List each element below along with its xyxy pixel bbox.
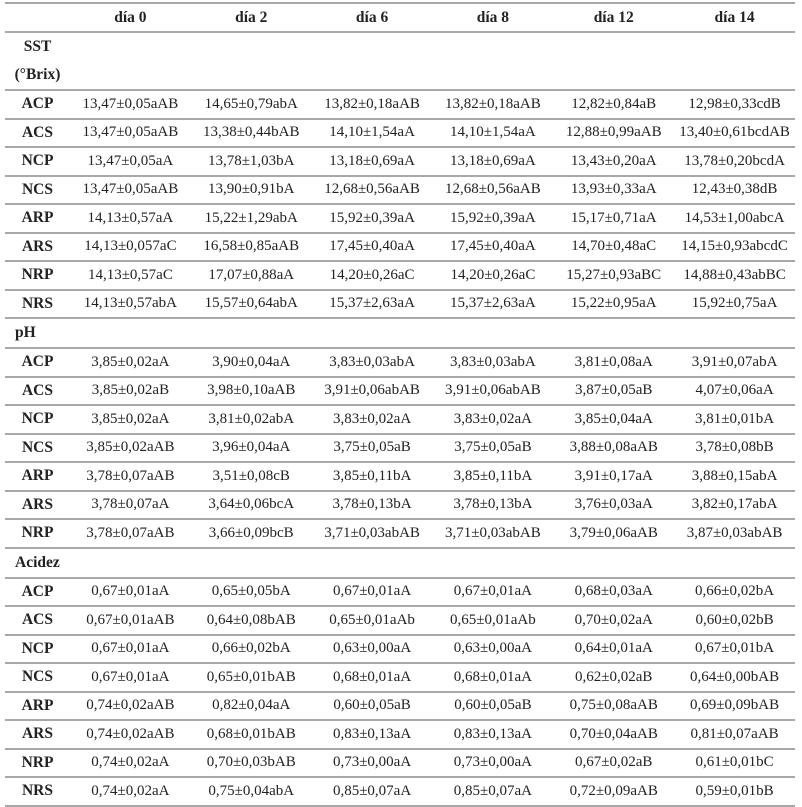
table-row: [5, 491, 795, 520]
table-cell: 3,88±0,15abA: [674, 462, 795, 491]
table-cell: 3,83±0,03abA: [432, 348, 553, 377]
table-cell: 0,74±0,02aA: [70, 749, 191, 778]
table-cell: 0,60±0,02bB: [674, 606, 795, 635]
table-cell: 0,66±0,02bA: [191, 635, 312, 664]
table-cell: 0,67±0,01aA: [70, 635, 191, 664]
table-cell: 0,72±0,09aAB: [553, 777, 674, 806]
section-label: [5, 548, 70, 578]
table-row: [5, 261, 795, 290]
table-cell: 3,87±0,05aB: [553, 377, 674, 406]
table-cell: 0,83±0,13aA: [432, 720, 553, 749]
table-cell: 3,81±0,02abA: [191, 405, 312, 434]
row-label: ARS: [5, 491, 70, 520]
table-row: [5, 519, 795, 548]
table-row: [5, 434, 795, 463]
table-cell: 15,37±2,63aA: [432, 290, 553, 319]
table-cell: 3,85±0,02aA: [70, 348, 191, 377]
section-spacer: [70, 548, 795, 578]
table-cell: 14,53±1,00abcA: [674, 204, 795, 233]
table-cell: 3,78±0,07aAB: [70, 519, 191, 548]
table-cell: 3,88±0,08aAB: [553, 434, 674, 463]
column-header: día 2: [191, 3, 312, 32]
table-cell: 0,61±0,01bC: [674, 749, 795, 778]
section-header-row: [5, 32, 795, 90]
row-label: ACP: [5, 578, 70, 607]
table-cell: 3,78±0,13bA: [432, 491, 553, 520]
table-cell: 15,22±1,29abA: [191, 204, 312, 233]
table-cell: 0,59±0,01bB: [674, 777, 795, 806]
table-cell: 16,58±0,85aAB: [191, 233, 312, 262]
table-cell: 12,43±0,38dB: [674, 176, 795, 205]
section-label-line: pH: [15, 324, 36, 341]
table-cell: 3,98±0,10aAB: [191, 377, 312, 406]
row-label: NRS: [5, 290, 70, 319]
table-cell: 13,43±0,20aA: [553, 147, 674, 176]
table-cell: 13,93±0,33aA: [553, 176, 674, 205]
table-cell: 12,68±0,56aAB: [432, 176, 553, 205]
column-header: día 0: [70, 3, 191, 32]
table-cell: 3,85±0,02aB: [70, 377, 191, 406]
column-header: día 6: [312, 3, 433, 32]
section-label: [5, 32, 70, 90]
table-cell: 15,57±0,64abA: [191, 290, 312, 319]
table-cell: 0,60±0,05aB: [312, 692, 433, 721]
row-label: NRP: [5, 261, 70, 290]
table-row: [5, 204, 795, 233]
table-cell: 15,22±0,95aA: [553, 290, 674, 319]
table-row: [5, 176, 795, 205]
table-cell: 14,13±0,057aC: [70, 233, 191, 262]
table-cell: 14,20±0,26aC: [312, 261, 433, 290]
table-row: [5, 147, 795, 176]
table-cell: 0,67±0,02aB: [553, 749, 674, 778]
table-cell: 14,13±0,57aA: [70, 204, 191, 233]
table-cell: 3,85±0,11bA: [432, 462, 553, 491]
table-row: [5, 348, 795, 377]
section-header-row: [5, 318, 795, 348]
table-cell: 0,83±0,13aA: [312, 720, 433, 749]
table-cell: 0,67±0,01aAB: [70, 606, 191, 635]
section-label: [5, 318, 70, 348]
table-cell: 3,90±0,04aA: [191, 348, 312, 377]
table-cell: 0,68±0,01bAB: [191, 720, 312, 749]
table-cell: 12,82±0,84aB: [553, 90, 674, 119]
table-row: [5, 90, 795, 119]
table-cell: 13,18±0,69aA: [312, 147, 433, 176]
table-cell: 14,10±1,54aA: [312, 119, 433, 148]
table-cell: 0,68±0,03aA: [553, 578, 674, 607]
table-cell: 14,13±0,57abA: [70, 290, 191, 319]
table-cell: 0,85±0,07aA: [432, 777, 553, 806]
table-cell: 15,92±0,75aA: [674, 290, 795, 319]
table-cell: 0,75±0,08aAB: [553, 692, 674, 721]
table-cell: 3,91±0,07abA: [674, 348, 795, 377]
table-cell: 0,67±0,01aA: [70, 663, 191, 692]
table-cell: 0,68±0,01aA: [312, 663, 433, 692]
table-cell: 3,76±0,03aA: [553, 491, 674, 520]
table-row: [5, 635, 795, 664]
table-row: [5, 777, 795, 806]
table-cell: 12,68±0,56aAB: [312, 176, 433, 205]
row-label: NCS: [5, 434, 70, 463]
table-cell: 3,78±0,07aA: [70, 491, 191, 520]
table-cell: 3,51±0,08cB: [191, 462, 312, 491]
table-cell: 0,70±0,03bAB: [191, 749, 312, 778]
table-cell: 12,98±0,33cdB: [674, 90, 795, 119]
table-cell: 13,82±0,18aAB: [432, 90, 553, 119]
table-cell: 3,78±0,08bB: [674, 434, 795, 463]
section-label-line: (°Brix): [14, 66, 61, 83]
table-row: [5, 720, 795, 749]
table-cell: 0,64±0,00bAB: [674, 663, 795, 692]
row-label: NCS: [5, 176, 70, 205]
table-cell: 0,68±0,01aA: [432, 663, 553, 692]
table-cell: 13,47±0,05aAB: [70, 90, 191, 119]
table-cell: 13,18±0,69aA: [432, 147, 553, 176]
section-spacer: [70, 318, 795, 348]
table-cell: 0,74±0,02aAB: [70, 692, 191, 721]
table-cell: 17,45±0,40aA: [312, 233, 433, 262]
table-cell: 0,64±0,08bAB: [191, 606, 312, 635]
table-cell: 3,82±0,17abA: [674, 491, 795, 520]
table-cell: 3,71±0,03abAB: [432, 519, 553, 548]
table-cell: 14,13±0,57aC: [70, 261, 191, 290]
table-cell: 3,85±0,02aA: [70, 405, 191, 434]
table-cell: 0,65±0,05bA: [191, 578, 312, 607]
table-cell: 0,81±0,07aAB: [674, 720, 795, 749]
table-cell: 13,78±1,03bA: [191, 147, 312, 176]
table-cell: 0,67±0,01aA: [312, 578, 433, 607]
table-cell: 0,65±0,01aAb: [432, 606, 553, 635]
table-cell: 13,78±0,20bcdA: [674, 147, 795, 176]
table-cell: 3,83±0,03abA: [312, 348, 433, 377]
table-cell: 3,85±0,04aA: [553, 405, 674, 434]
table-cell: 3,81±0,08aA: [553, 348, 674, 377]
table-cell: 0,63±0,00aA: [432, 635, 553, 664]
table-cell: 13,82±0,18aAB: [312, 90, 433, 119]
table-row: [5, 692, 795, 721]
table-row: [5, 233, 795, 262]
table-cell: 3,71±0,03abAB: [312, 519, 433, 548]
table-cell: 0,82±0,04aA: [191, 692, 312, 721]
table-cell: 0,85±0,07aA: [312, 777, 433, 806]
row-label: NCP: [5, 635, 70, 664]
section-label-line: SST: [23, 38, 52, 55]
table-header: [5, 3, 795, 32]
table-cell: 3,78±0,13bA: [312, 491, 433, 520]
row-label: NCP: [5, 147, 70, 176]
table-cell: 14,88±0,43abBC: [674, 261, 795, 290]
row-label: ACS: [5, 119, 70, 148]
column-header: día 8: [432, 3, 553, 32]
table-cell: 0,73±0,00aA: [312, 749, 433, 778]
section-label-line: Acidez: [15, 553, 60, 571]
table-cell: 0,67±0,01bA: [674, 635, 795, 664]
table-cell: 0,60±0,05aB: [432, 692, 553, 721]
row-label: ACP: [5, 348, 70, 377]
table-cell: 0,74±0,02aAB: [70, 720, 191, 749]
row-label: NCS: [5, 663, 70, 692]
table-cell: 3,91±0,06abAB: [432, 377, 553, 406]
table-cell: 0,66±0,02bA: [674, 578, 795, 607]
row-label: ARP: [5, 462, 70, 491]
table-cell: 3,85±0,11bA: [312, 462, 433, 491]
table-cell: 3,78±0,07aAB: [70, 462, 191, 491]
header-row: [5, 3, 795, 32]
row-label: ACS: [5, 606, 70, 635]
table-cell: 3,85±0,02aAB: [70, 434, 191, 463]
table-cell: 14,65±0,79abA: [191, 90, 312, 119]
table-cell: 14,70±0,48aC: [553, 233, 674, 262]
table-cell: 14,10±1,54aA: [432, 119, 553, 148]
table-cell: 0,64±0,01aA: [553, 635, 674, 664]
table-cell: 3,64±0,06bcA: [191, 491, 312, 520]
row-label: ARS: [5, 233, 70, 262]
table-cell: 0,67±0,01aA: [70, 578, 191, 607]
row-label: NRS: [5, 777, 70, 806]
table-cell: 13,47±0,05aAB: [70, 119, 191, 148]
table-cell: 15,17±0,71aA: [553, 204, 674, 233]
table-cell: 15,37±2,63aA: [312, 290, 433, 319]
table-cell: 13,47±0,05aA: [70, 147, 191, 176]
row-label: ARP: [5, 692, 70, 721]
results-table: [5, 2, 795, 807]
table-row: [5, 377, 795, 406]
table-row: [5, 290, 795, 319]
row-label: ARS: [5, 720, 70, 749]
table-body: [5, 32, 795, 806]
table-cell: 3,91±0,06abAB: [312, 377, 433, 406]
table-cell: 3,96±0,04aA: [191, 434, 312, 463]
table-row: [5, 578, 795, 607]
table-cell: 13,38±0,44bAB: [191, 119, 312, 148]
column-header: día 14: [674, 3, 795, 32]
table-cell: 0,74±0,02aA: [70, 777, 191, 806]
table-cell: 12,88±0,99aAB: [553, 119, 674, 148]
table-row: [5, 405, 795, 434]
row-label: ACP: [5, 90, 70, 119]
table-cell: 4,07±0,06aA: [674, 377, 795, 406]
table-cell: 3,91±0,17aA: [553, 462, 674, 491]
table-cell: 0,63±0,00aA: [312, 635, 433, 664]
table-row: [5, 663, 795, 692]
table-cell: 13,47±0,05aAB: [70, 176, 191, 205]
table-cell: 13,40±0,61bcdAB: [674, 119, 795, 148]
table-row: [5, 462, 795, 491]
table-row: [5, 606, 795, 635]
table-cell: 15,92±0,39aA: [312, 204, 433, 233]
table-cell: 0,65±0,01bAB: [191, 663, 312, 692]
table-row: [5, 119, 795, 148]
table-cell: 3,83±0,02aA: [432, 405, 553, 434]
table-cell: 3,81±0,01bA: [674, 405, 795, 434]
table-cell: 0,65±0,01aAb: [312, 606, 433, 635]
header-corner: [5, 3, 70, 32]
table-cell: 3,75±0,05aB: [432, 434, 553, 463]
table-cell: 3,75±0,05aB: [312, 434, 433, 463]
table-cell: 3,66±0,09bcB: [191, 519, 312, 548]
table-cell: 14,20±0,26aC: [432, 261, 553, 290]
row-label: ACS: [5, 377, 70, 406]
table-row: [5, 749, 795, 778]
table-cell: 17,45±0,40aA: [432, 233, 553, 262]
column-header: día 12: [553, 3, 674, 32]
table-cell: 15,27±0,93aBC: [553, 261, 674, 290]
row-label: NRP: [5, 749, 70, 778]
table-cell: 0,75±0,04abA: [191, 777, 312, 806]
table-cell: 3,79±0,06aAB: [553, 519, 674, 548]
table-cell: 3,87±0,03abAB: [674, 519, 795, 548]
section-spacer: [70, 32, 795, 90]
table-cell: 14,15±0,93abcdC: [674, 233, 795, 262]
table-cell: 0,73±0,00aA: [432, 749, 553, 778]
table-cell: 3,83±0,02aA: [312, 405, 433, 434]
section-header-row: [5, 548, 795, 578]
row-label: NCP: [5, 405, 70, 434]
table-cell: 0,67±0,01aA: [432, 578, 553, 607]
row-label: NRP: [5, 519, 70, 548]
table-cell: 0,69±0,09bAB: [674, 692, 795, 721]
table-cell: 0,70±0,04aAB: [553, 720, 674, 749]
table-cell: 13,90±0,91bA: [191, 176, 312, 205]
row-label: ARP: [5, 204, 70, 233]
table-cell: 0,62±0,02aB: [553, 663, 674, 692]
table-cell: 15,92±0,39aA: [432, 204, 553, 233]
table-cell: 17,07±0,88aA: [191, 261, 312, 290]
table-cell: 0,70±0,02aA: [553, 606, 674, 635]
